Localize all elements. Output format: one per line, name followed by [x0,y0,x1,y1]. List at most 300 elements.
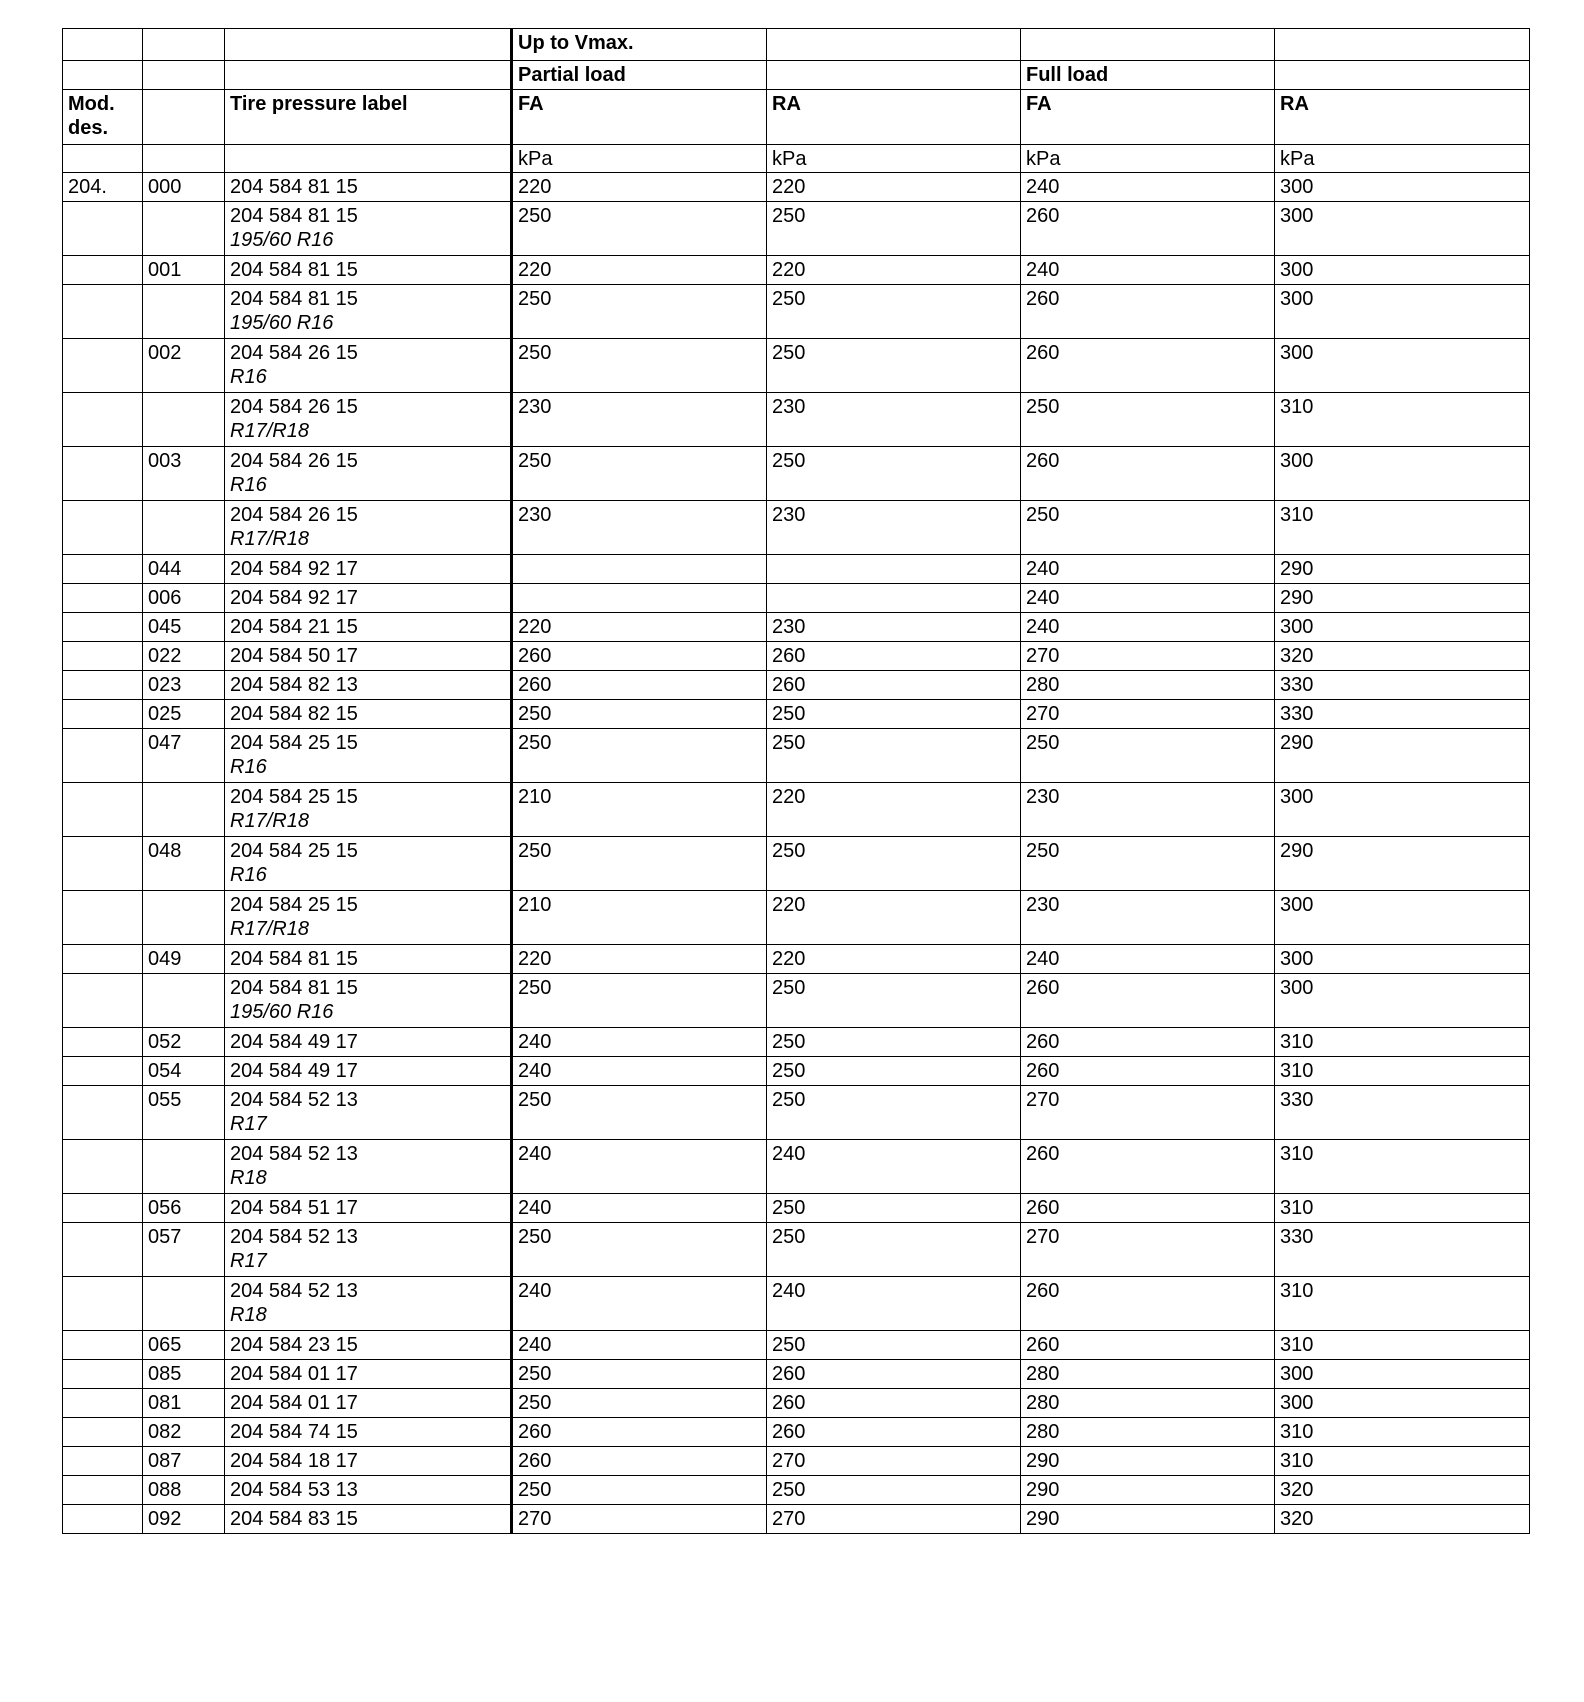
tire-label-cell [225,1277,512,1331]
partial-fa-cell: 240 [512,1331,767,1360]
tire-label-number: 204 584 81 15 [230,176,358,198]
partial-ra-cell: 260 [767,671,1021,700]
table-row [63,1331,1530,1360]
code-cell [143,1140,225,1194]
partial-ra-cell: 250 [767,339,1021,393]
full-fa-cell: 260 [1021,339,1275,393]
partial-ra-cell: 250 [767,700,1021,729]
mod-des-cell [63,555,143,584]
tire-label-cell [225,613,512,642]
table-row [63,1277,1530,1331]
full-ra-cell: 290 [1275,555,1530,584]
mod-des-cell [63,945,143,974]
tire-label-number: 204 584 23 15 [230,1334,358,1356]
unit-label: kPa [1021,145,1275,173]
partial-ra-cell: 250 [767,1476,1021,1505]
full-ra-cell: 290 [1275,584,1530,613]
table-row [63,555,1530,584]
tire-label-number: 204 584 26 15 [230,342,358,364]
tire-label-cell [225,1447,512,1476]
partial-ra-cell: 220 [767,783,1021,837]
tire-label-cell [225,783,512,837]
table-row [63,671,1530,700]
partial-fa-cell: 260 [512,642,767,671]
table-row [63,202,1530,256]
full-ra-cell: 320 [1275,1505,1530,1534]
tire-label-cell [225,173,512,202]
partial-fa-cell: 250 [512,447,767,501]
table-row [63,1057,1530,1086]
code-cell: 088 [143,1476,225,1505]
header-cell [225,29,512,61]
code-cell: 001 [143,256,225,285]
tire-label-number: 204 584 51 17 [230,1197,358,1219]
tire-label-cell [225,1476,512,1505]
tire-label-number: 204 584 01 17 [230,1363,358,1385]
full-ra-cell: 310 [1275,1447,1530,1476]
table-row [63,1389,1530,1418]
partial-ra-cell: 240 [767,1140,1021,1194]
full-ra-header: RA [1275,90,1530,145]
tire-label-number: 204 584 81 15 [230,259,358,281]
full-ra-cell: 290 [1275,729,1530,783]
tire-label-cell [225,1057,512,1086]
full-ra-cell: 310 [1275,1057,1530,1086]
tire-label-cell [225,256,512,285]
tire-label-number: 204 584 92 17 [230,587,358,609]
tire-label-cell [225,447,512,501]
full-fa-cell: 240 [1021,173,1275,202]
table-row [63,1223,1530,1277]
header-cell [143,90,225,145]
tire-label-cell [225,671,512,700]
partial-ra-cell: 260 [767,642,1021,671]
partial-fa-cell: 260 [512,1447,767,1476]
header-row-speed [63,29,1530,61]
tire-size-note: R16 [230,474,267,496]
code-cell [143,393,225,447]
tire-label-cell [225,1194,512,1223]
table-row [63,837,1530,891]
mod-des-header: Mod. des. [63,90,143,145]
tire-size-note: R17 [230,1113,267,1135]
tire-label-number: 204 584 52 13 [230,1280,358,1302]
tire-label-number: 204 584 18 17 [230,1450,358,1472]
full-fa-cell: 260 [1021,1057,1275,1086]
full-fa-cell: 270 [1021,1223,1275,1277]
mod-des-cell [63,671,143,700]
code-cell: 054 [143,1057,225,1086]
mod-des-cell [63,783,143,837]
header-cell [225,61,512,90]
partial-ra-cell: 250 [767,1057,1021,1086]
table-row [63,613,1530,642]
full-fa-cell: 240 [1021,555,1275,584]
mod-des-cell [63,1057,143,1086]
full-ra-cell: 300 [1275,285,1530,339]
header-cell [1275,29,1530,61]
partial-fa-cell: 220 [512,256,767,285]
tire-size-note: R17/R18 [230,528,309,550]
header-row-columns [63,90,1530,145]
unit-label: kPa [767,145,1021,173]
mod-des-cell [63,393,143,447]
table-row [63,339,1530,393]
tire-label-cell [225,1360,512,1389]
tire-pressure-table [62,28,1530,1534]
tire-label-number: 204 584 82 13 [230,674,358,696]
tire-size-note: 195/60 R16 [230,1001,334,1023]
tire-label-number: 204 584 81 15 [230,977,358,999]
code-cell: 002 [143,339,225,393]
full-ra-cell: 300 [1275,202,1530,256]
unit-label: kPa [1275,145,1530,173]
partial-ra-cell [767,584,1021,613]
tire-label-cell [225,1223,512,1277]
mod-des-cell [63,1389,143,1418]
tire-label-number: 204 584 83 15 [230,1508,358,1530]
partial-ra-cell: 240 [767,1277,1021,1331]
partial-ra-cell: 270 [767,1447,1021,1476]
mod-des-cell [63,1331,143,1360]
code-cell: 044 [143,555,225,584]
table-row [63,501,1530,555]
tire-label-number: 204 584 25 15 [230,894,358,916]
mod-des-cell [63,1140,143,1194]
header-cell [143,61,225,90]
tire-label-cell [225,393,512,447]
tire-label-header: Tire pressure label [225,90,512,145]
partial-fa-cell: 250 [512,1360,767,1389]
header-cell [767,29,1021,61]
full-fa-cell: 290 [1021,1505,1275,1534]
code-cell: 087 [143,1447,225,1476]
header-cell [143,29,225,61]
full-ra-cell: 300 [1275,447,1530,501]
tire-label-cell [225,285,512,339]
full-fa-cell: 240 [1021,613,1275,642]
full-ra-cell: 330 [1275,700,1530,729]
mod-des-cell [63,1277,143,1331]
partial-fa-cell: 210 [512,783,767,837]
speed-header: Up to Vmax. [512,29,767,61]
full-fa-cell: 270 [1021,1086,1275,1140]
tire-label-cell [225,1086,512,1140]
mod-des-cell [63,700,143,729]
header-cell [767,61,1021,90]
tire-label-cell [225,202,512,256]
tire-label-cell [225,1028,512,1057]
partial-fa-cell: 240 [512,1140,767,1194]
mod-des-cell [63,1194,143,1223]
tire-size-note: R17 [230,1250,267,1272]
full-fa-cell: 280 [1021,1418,1275,1447]
mod-des-cell [63,1028,143,1057]
tire-label-cell [225,1389,512,1418]
partial-fa-cell: 250 [512,339,767,393]
table-row [63,891,1530,945]
header-cell [1021,29,1275,61]
tire-label-cell [225,555,512,584]
code-cell [143,202,225,256]
table-row [63,256,1530,285]
mod-des-cell [63,891,143,945]
full-ra-cell: 310 [1275,501,1530,555]
tire-label-number: 204 584 92 17 [230,558,358,580]
partial-ra-cell [767,555,1021,584]
tire-size-note: R17/R18 [230,918,309,940]
partial-fa-cell: 260 [512,1418,767,1447]
tire-size-note: R16 [230,366,267,388]
code-cell: 081 [143,1389,225,1418]
partial-fa-cell: 240 [512,1057,767,1086]
partial-ra-cell: 250 [767,974,1021,1028]
tire-size-note: R18 [230,1167,267,1189]
table-row [63,642,1530,671]
code-cell [143,783,225,837]
full-fa-cell: 250 [1021,729,1275,783]
table-row [63,1086,1530,1140]
tire-size-note: R16 [230,756,267,778]
full-fa-cell: 270 [1021,700,1275,729]
tire-label-number: 204 584 82 15 [230,703,358,725]
partial-fa-cell: 250 [512,837,767,891]
full-ra-cell: 300 [1275,783,1530,837]
header-cell [63,145,143,173]
table-row [63,173,1530,202]
partial-ra-cell: 230 [767,393,1021,447]
full-ra-cell: 300 [1275,974,1530,1028]
code-cell: 006 [143,584,225,613]
full-fa-cell: 250 [1021,837,1275,891]
partial-ra-cell: 230 [767,613,1021,642]
full-ra-cell: 330 [1275,1223,1530,1277]
full-ra-cell: 300 [1275,1360,1530,1389]
table-row [63,393,1530,447]
code-cell: 022 [143,642,225,671]
mod-des-cell: 204. [63,173,143,202]
table-row [63,584,1530,613]
full-fa-cell: 280 [1021,1360,1275,1389]
partial-ra-cell: 250 [767,837,1021,891]
tire-size-note: 195/60 R16 [230,229,334,251]
code-cell: 049 [143,945,225,974]
code-cell: 003 [143,447,225,501]
full-ra-cell: 310 [1275,1418,1530,1447]
full-fa-cell: 250 [1021,501,1275,555]
tire-label-cell [225,729,512,783]
tire-label-number: 204 584 49 17 [230,1031,358,1053]
header-cell [63,61,143,90]
partial-fa-cell [512,584,767,613]
table-row [63,1418,1530,1447]
full-fa-cell: 260 [1021,285,1275,339]
partial-ra-cell: 220 [767,256,1021,285]
partial-fa-cell: 240 [512,1028,767,1057]
code-cell: 048 [143,837,225,891]
code-cell [143,501,225,555]
partial-fa-cell: 250 [512,729,767,783]
header-cell [143,145,225,173]
full-ra-cell: 310 [1275,1277,1530,1331]
tire-label-number: 204 584 52 13 [230,1226,358,1248]
mod-des-cell [63,285,143,339]
partial-fa-cell: 250 [512,1086,767,1140]
table-row [63,783,1530,837]
code-cell: 045 [143,613,225,642]
full-ra-cell: 320 [1275,642,1530,671]
partial-ra-cell: 260 [767,1360,1021,1389]
code-cell [143,1277,225,1331]
full-ra-cell: 300 [1275,945,1530,974]
partial-fa-cell: 240 [512,1194,767,1223]
tire-label-number: 204 584 81 15 [230,948,358,970]
partial-ra-cell: 250 [767,1194,1021,1223]
code-cell: 085 [143,1360,225,1389]
mod-des-cell [63,339,143,393]
table-row [63,945,1530,974]
table-row [63,700,1530,729]
partial-load-header: Partial load [512,61,767,90]
mod-des-cell [63,584,143,613]
tire-size-note: R17/R18 [230,810,309,832]
partial-ra-cell: 250 [767,729,1021,783]
full-ra-cell: 330 [1275,1086,1530,1140]
tire-label-cell [225,974,512,1028]
full-ra-cell: 300 [1275,613,1530,642]
mod-des-cell [63,1418,143,1447]
tire-label-number: 204 584 25 15 [230,786,358,808]
partial-ra-header: RA [767,90,1021,145]
partial-ra-cell: 220 [767,945,1021,974]
header-cell [1275,61,1530,90]
mod-des-cell [63,1086,143,1140]
table-row [63,1028,1530,1057]
full-fa-cell: 230 [1021,783,1275,837]
full-fa-cell: 280 [1021,1389,1275,1418]
table-row [63,974,1530,1028]
partial-fa-cell: 250 [512,974,767,1028]
full-ra-cell: 300 [1275,173,1530,202]
partial-ra-cell: 250 [767,1028,1021,1057]
tire-label-number: 204 584 50 17 [230,645,358,667]
full-ra-cell: 330 [1275,671,1530,700]
tire-label-number: 204 584 81 15 [230,205,358,227]
full-fa-cell: 260 [1021,1194,1275,1223]
partial-fa-cell: 250 [512,285,767,339]
mod-des-cell [63,974,143,1028]
partial-fa-cell: 250 [512,700,767,729]
table-row [63,1476,1530,1505]
tire-label-cell [225,339,512,393]
full-fa-cell: 240 [1021,584,1275,613]
tire-label-number: 204 584 26 15 [230,396,358,418]
partial-fa-cell: 250 [512,1389,767,1418]
partial-fa-cell [512,555,767,584]
partial-ra-cell: 220 [767,173,1021,202]
partial-fa-header: FA [512,90,767,145]
mod-des-cell [63,1360,143,1389]
code-cell [143,285,225,339]
partial-fa-cell: 250 [512,202,767,256]
full-ra-cell: 310 [1275,1140,1530,1194]
tire-label-cell [225,501,512,555]
code-cell: 057 [143,1223,225,1277]
table-row [63,285,1530,339]
header-cell [63,29,143,61]
tire-size-note: R17/R18 [230,420,309,442]
full-ra-cell: 310 [1275,393,1530,447]
tire-label-number: 204 584 81 15 [230,288,358,310]
code-cell [143,974,225,1028]
table-row [63,1505,1530,1534]
tire-label-number: 204 584 25 15 [230,840,358,862]
full-ra-cell: 310 [1275,1331,1530,1360]
full-fa-cell: 260 [1021,202,1275,256]
tire-label-number: 204 584 53 13 [230,1479,358,1501]
mod-des-cell [63,613,143,642]
mod-des-cell [63,837,143,891]
partial-fa-cell: 230 [512,393,767,447]
mod-des-cell [63,1447,143,1476]
full-fa-cell: 230 [1021,891,1275,945]
tire-label-cell [225,891,512,945]
tire-label-number: 204 584 25 15 [230,732,358,754]
partial-ra-cell: 250 [767,285,1021,339]
tire-label-number: 204 584 74 15 [230,1421,358,1443]
partial-ra-cell: 260 [767,1418,1021,1447]
partial-fa-cell: 220 [512,945,767,974]
tire-label-number: 204 584 26 15 [230,450,358,472]
code-cell: 056 [143,1194,225,1223]
code-cell: 092 [143,1505,225,1534]
header-row-load [63,61,1530,90]
tire-label-cell [225,945,512,974]
partial-fa-cell: 260 [512,671,767,700]
table-row [63,447,1530,501]
full-fa-cell: 290 [1021,1476,1275,1505]
code-cell: 000 [143,173,225,202]
tire-label-cell [225,700,512,729]
code-cell: 047 [143,729,225,783]
code-cell: 052 [143,1028,225,1057]
table-row [63,1360,1530,1389]
full-fa-cell: 270 [1021,642,1275,671]
full-fa-header: FA [1021,90,1275,145]
full-ra-cell: 300 [1275,339,1530,393]
full-fa-cell: 250 [1021,393,1275,447]
full-fa-cell: 280 [1021,671,1275,700]
partial-ra-cell: 220 [767,891,1021,945]
mod-des-cell [63,501,143,555]
partial-fa-cell: 240 [512,1277,767,1331]
partial-ra-cell: 260 [767,1389,1021,1418]
tire-label-cell [225,1505,512,1534]
partial-ra-cell: 270 [767,1505,1021,1534]
partial-ra-cell: 250 [767,1086,1021,1140]
tire-label-number: 204 584 52 13 [230,1089,358,1111]
partial-fa-cell: 230 [512,501,767,555]
code-cell: 065 [143,1331,225,1360]
tire-label-number: 204 584 52 13 [230,1143,358,1165]
tire-label-cell [225,1140,512,1194]
full-ra-cell: 300 [1275,891,1530,945]
tire-size-note: R18 [230,1304,267,1326]
mod-des-cell [63,729,143,783]
tire-size-note: 195/60 R16 [230,312,334,334]
full-load-header: Full load [1021,61,1275,90]
code-cell: 055 [143,1086,225,1140]
